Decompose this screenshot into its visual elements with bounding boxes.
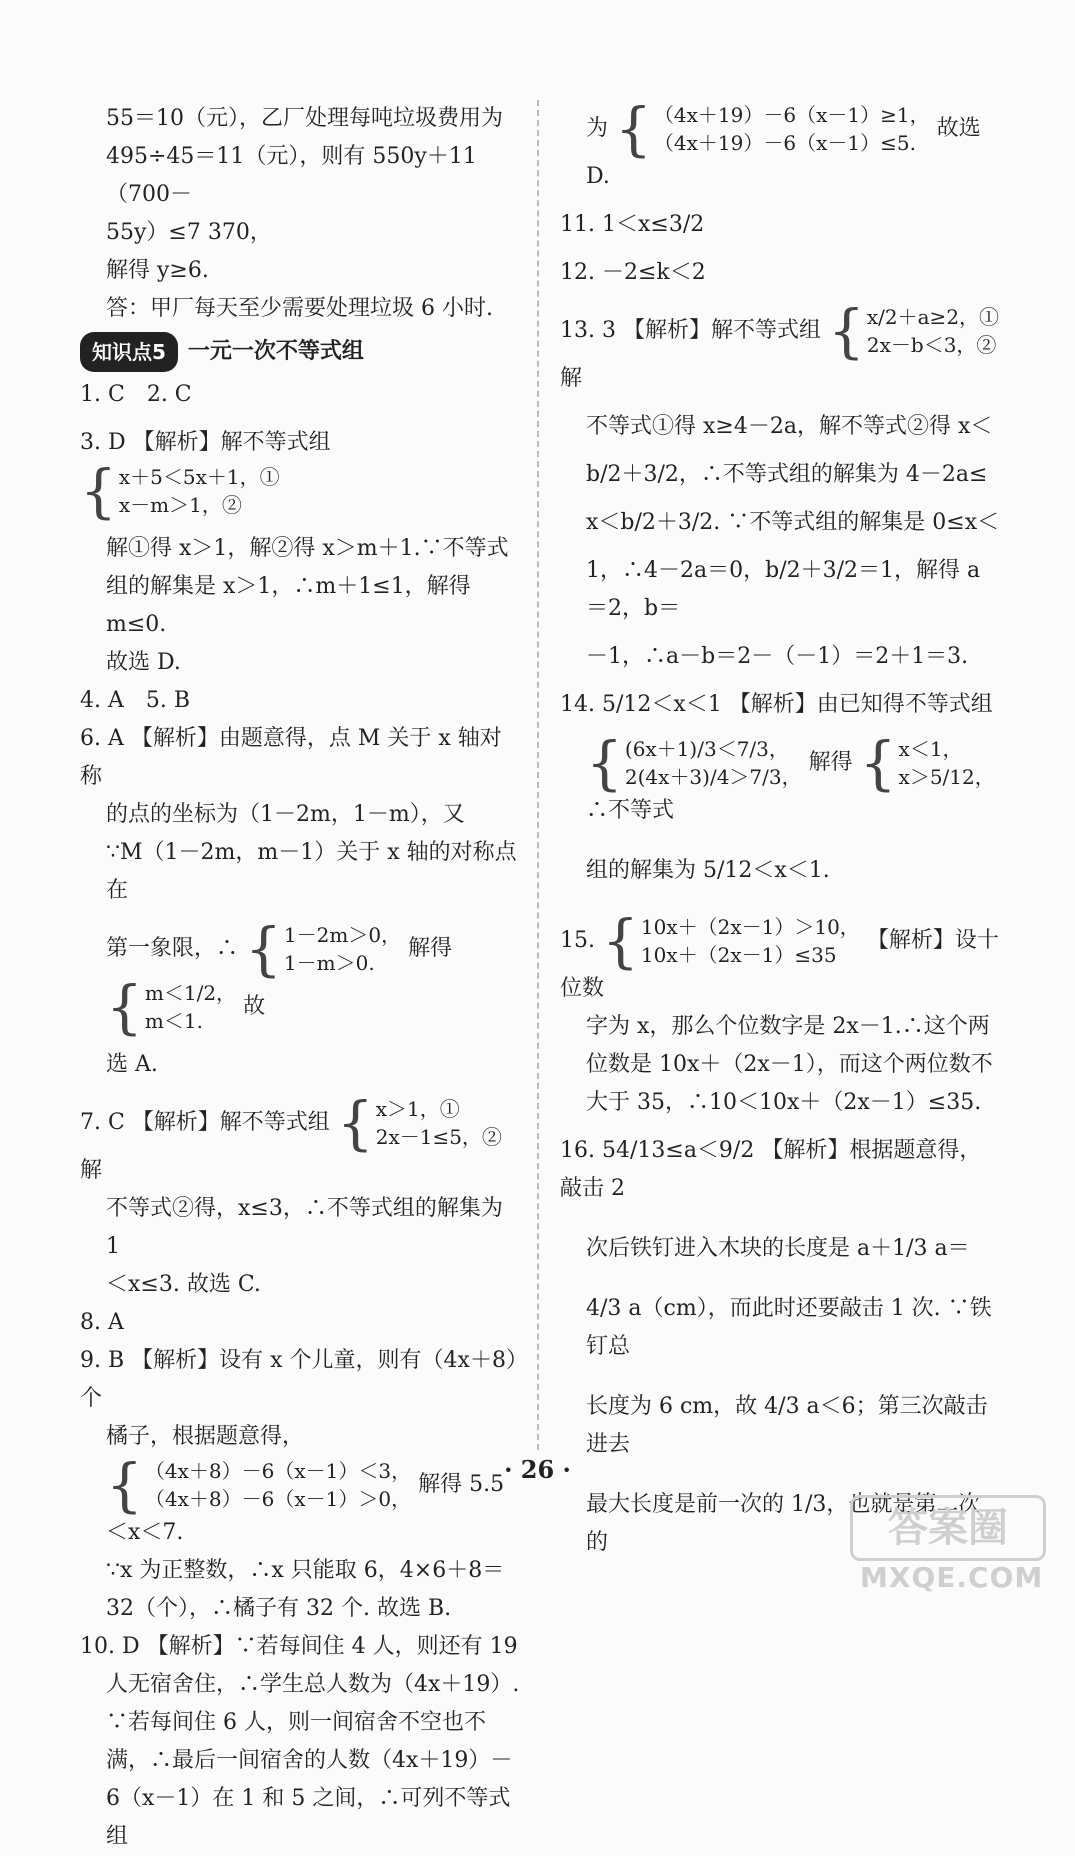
text-line: 不等式②得，x≤3，∴不等式组的解集为 1: [106, 1196, 503, 1259]
answer-4-5: 4. A 5. B: [80, 688, 191, 713]
answer-14: 14. 5/12＜x＜1 【解析】由已知得不等式组: [560, 692, 993, 717]
text-line: b/2＋3/2，∴不等式组的解集为 4－2a≤: [586, 462, 988, 487]
answer-9: 9. B 【解析】设有 x 个儿童，则有（4x＋8）个: [80, 1348, 517, 1411]
text-line: 字为 x，那么个位数字是 2x－1.∴这个两: [586, 1014, 990, 1039]
text-line: 55＝10（元），乙厂处理每吨垃圾费用为: [106, 106, 503, 131]
text-line: 解①得 x＞1，解②得 x＞m＋1.∵不等式: [106, 536, 509, 561]
inequality-system: { x＞1，① 2x－1≤5，②: [336, 1089, 502, 1157]
inequality-system: { (6x＋1)/3＜7/3， 2(4x＋3)/4＞7/3，: [586, 729, 802, 797]
text-line: 橘子，根据题意得，: [106, 1424, 305, 1449]
answer-7: 7. C 【解析】解不等式组 { x＞1，① 2x－1≤5，② 解: [80, 1089, 502, 1183]
text-line: 不等式①得 x≥4－2a，解不等式②得 x＜: [586, 414, 993, 439]
text-line: x＜b/2＋3/2. ∵不等式组的解集是 0≤x＜: [586, 510, 1000, 535]
text-line: 6（x－1）在 1 和 5 之间，∴可列不等式组: [106, 1786, 511, 1849]
text-line: ∵x 为正整数，∴x 只能取 6，4×6＋8＝: [106, 1558, 505, 1583]
text-line: －1，∴a－b＝2－（－1）＝2＋1＝3.: [586, 644, 969, 669]
left-column: [80, 100, 520, 1856]
text-line: 选 A.: [106, 1052, 158, 1077]
answer-13: 13. 3 【解析】解不等式组 { x/2＋a≥2，① 2x－b＜3，② 解: [560, 297, 1000, 391]
section-badge: 知识点5: [80, 332, 178, 372]
section-header: [80, 332, 520, 372]
text-line: { (6x＋1)/3＜7/3， 2(4x＋3)/4＞7/3， 解得 { x＜1， x＞5/12， ∴不等式: [586, 729, 995, 823]
answer-16: 16. 54/13≤a＜9/2 【解析】根据题意得，敲击 2: [560, 1138, 982, 1201]
text-line: 长度为 6 cm，故 4/3 a＜6；第三次敲击进去: [586, 1394, 988, 1457]
text-line: 大于 35，∴10＜10x＋（2x－1）≤35.: [586, 1090, 982, 1115]
watermark: [850, 1495, 1050, 1595]
inequality-system: { m＜1/2， m＜1.: [106, 973, 237, 1041]
text-line: 答：甲厂每天至少需要处理垃圾 6 小时.: [106, 296, 493, 321]
answer-11: 11. 1＜x≤3/2: [560, 212, 705, 237]
answer-6: 6. A 【解析】由题意得，点 M 关于 x 轴对称: [80, 726, 502, 789]
watermark-logo: 答案圈: [850, 1495, 1046, 1561]
section-title: 一元一次不等式组: [187, 339, 364, 364]
text-line: 1，∴4－2a＝0，b/2＋3/2＝1，解得 a＝2，b＝: [586, 558, 981, 621]
inequality-system: { 1－2m＞0， 1－m＞0.: [245, 915, 402, 983]
answer-15: 15. { 10x＋（2x－1）＞10， 10x＋（2x－1）≤35 【解析】设十位数: [560, 907, 999, 1001]
text-line: ＜x≤3. 故选 C.: [106, 1272, 261, 1297]
answer-3: 3. D 【解析】解不等式组 { x＋5＜5x＋1，① x－m＞1，②: [80, 430, 331, 525]
inequality-system: { 10x＋（2x－1）＞10， 10x＋（2x－1）≤35: [602, 907, 860, 975]
answer-1-2: 1. C 2. C: [80, 382, 192, 407]
text-line: 满，∴最后一间宿舍的人数（4x＋19）－: [106, 1748, 513, 1773]
inequality-system: { （4x＋8）－6（x－1）＜3， （4x＋8）－6（x－1）＞0，: [106, 1451, 412, 1519]
text-line: 4/3 a（cm），而此时还要敲击 1 次. ∵铁钉总: [586, 1296, 992, 1359]
text-line: 组的解集是 x＞1，∴m＋1≤1，解得 m≤0.: [106, 574, 471, 637]
inequality-system: { x/2＋a≥2，① 2x－b＜3，②: [827, 297, 1000, 365]
text-line: 故选 D.: [106, 650, 181, 675]
text-line: 32（个），∴橘子有 32 个. 故选 B.: [106, 1596, 452, 1621]
inequality-system: { （4x＋19）－6（x－1）≥1， （4x＋19）－6（x－1）≤5.: [615, 95, 930, 163]
text-line: 组的解集为 5/12＜x＜1.: [586, 858, 830, 883]
text-line: ∵M（1－2m，m－1）关于 x 轴的对称点在: [106, 840, 517, 903]
text-line: 解得 y≥6.: [106, 258, 209, 283]
text-line: 次后铁钉进入木块的长度是 a＋1/3 a＝: [586, 1236, 970, 1261]
watermark-url: MXQE.COM: [860, 1561, 1044, 1594]
answer-8: 8. A: [80, 1310, 124, 1335]
text-line: 位数是 10x＋（2x－1），而这个两位数不: [586, 1052, 993, 1077]
text-line: 的点的坐标为（1－2m，1－m），又: [106, 802, 465, 827]
answer-10: 10. D 【解析】∵若每间住 4 人，则还有 19: [80, 1634, 518, 1659]
page-number: · 26 ·: [504, 1455, 571, 1484]
text-line: ∵若每间住 6 人，则一间宿舍不空也不: [106, 1710, 486, 1735]
right-column: [560, 95, 1000, 1562]
column-divider: [537, 100, 539, 1450]
inequality-system: { x＜1， x＞5/12，: [859, 729, 995, 797]
text-line: 495÷45＝11（元），则有 550y＋11（700－: [106, 144, 477, 207]
text-line: { （4x＋8）－6（x－1）＜3， （4x＋8）－6（x－1）＞0， 解得 5.5＜x＜7.: [106, 1451, 505, 1545]
text-line: 55y）≤7 370，: [106, 220, 272, 245]
text-line: 最大长度是前一次的 1/3，也就是第二次的: [586, 1492, 981, 1555]
text-line: 第一象限，∴ { 1－2m＞0， 1－m＞0. 解得 { m＜1/2， m＜1. 故: [106, 915, 453, 1041]
answer-12: 12. －2≤k＜2: [560, 260, 706, 285]
inequality-system: { x＋5＜5x＋1，① x－m＞1，②: [80, 457, 280, 525]
text-line: 人无宿舍住，∴学生总人数为（4x＋19）.: [106, 1672, 520, 1697]
text-line: 为 { （4x＋19）－6（x－1）≥1， （4x＋19）－6（x－1）≤5. 故选 D.: [586, 95, 981, 189]
